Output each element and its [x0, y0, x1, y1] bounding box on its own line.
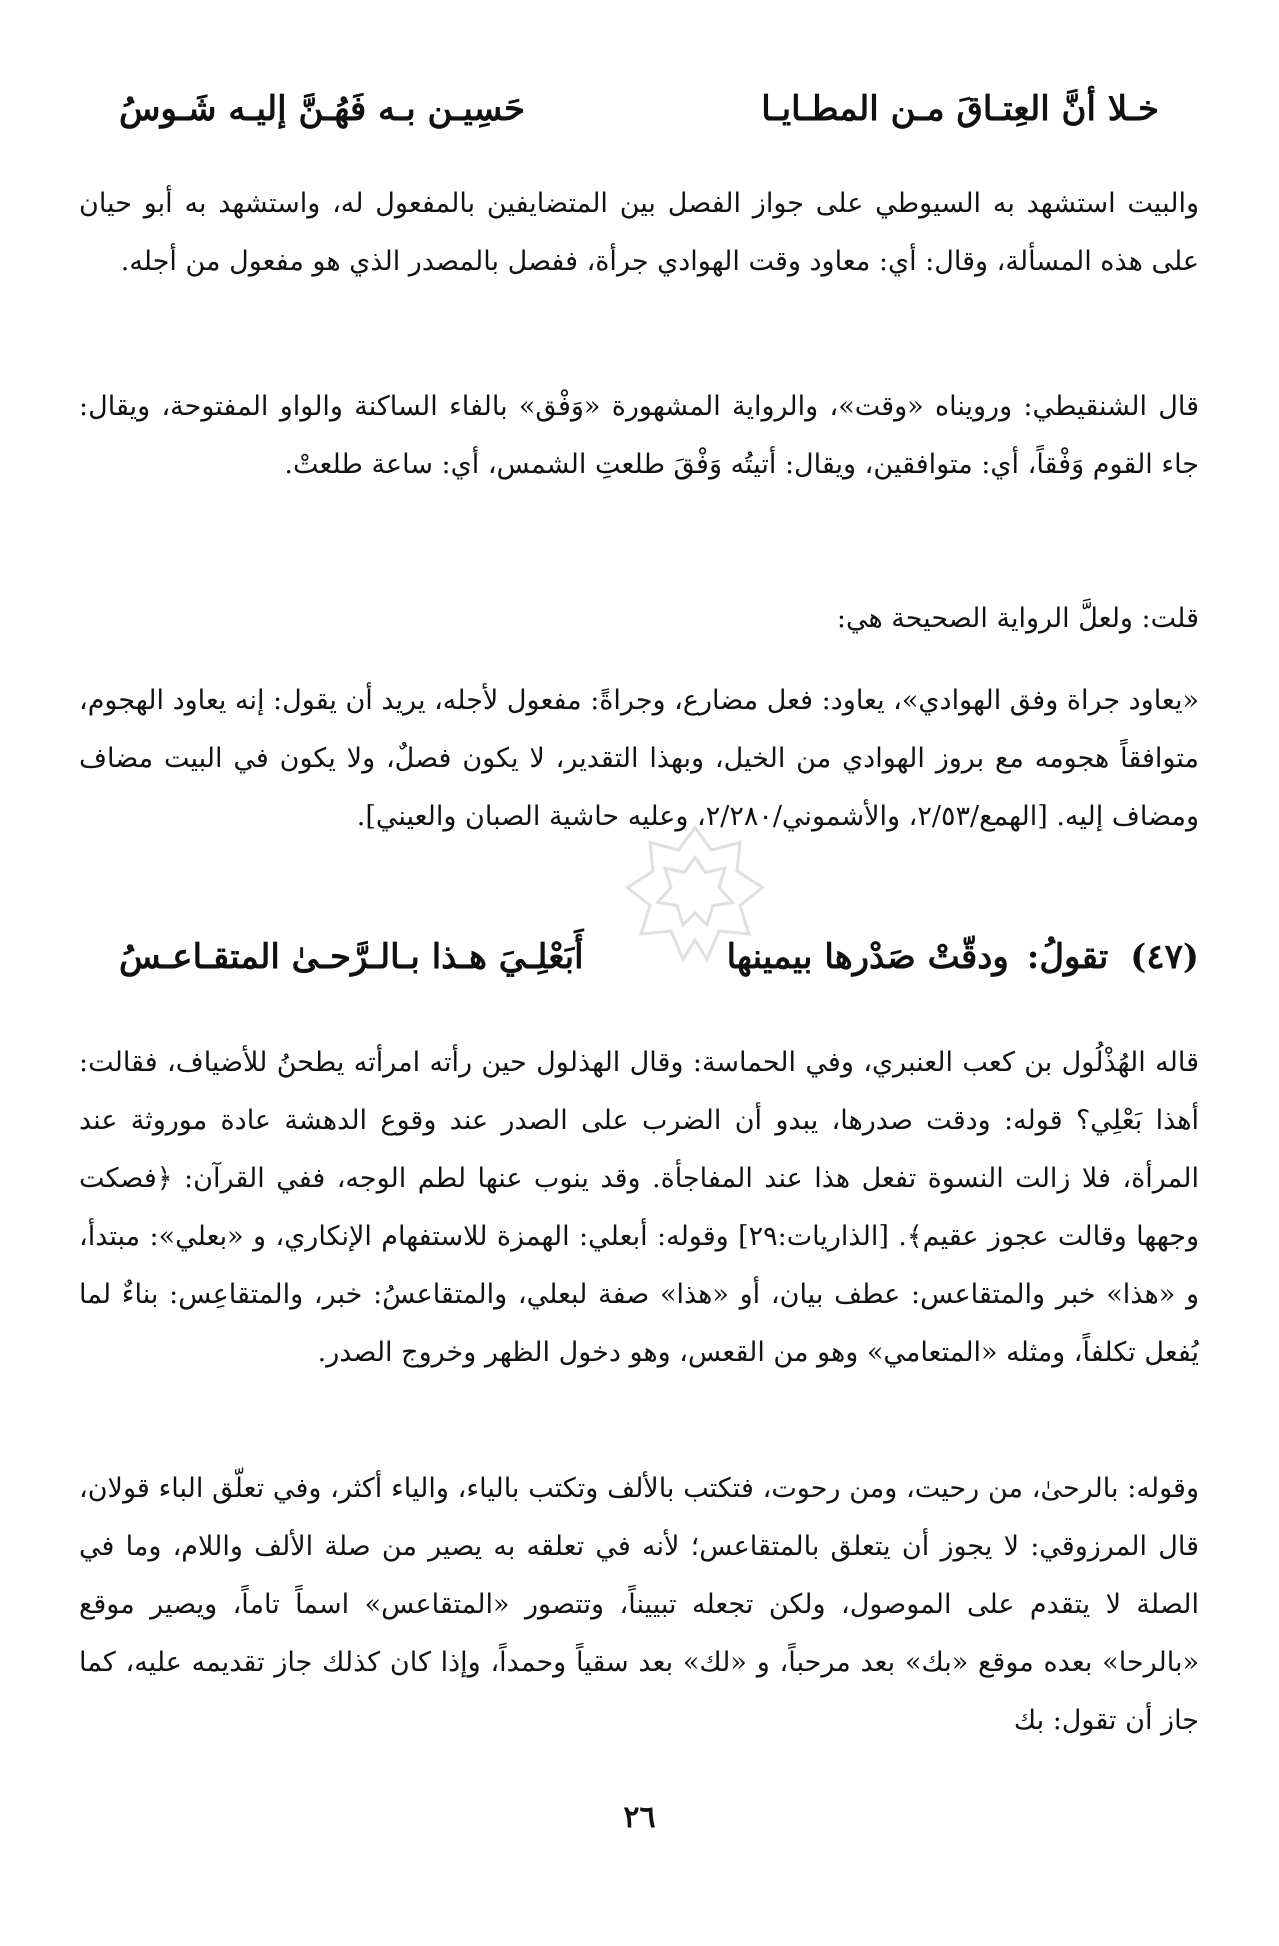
verse-hemistich-right: ودقّتْ صَدْرها بيمينها — [726, 937, 1009, 977]
page-number: ٢٦ — [623, 1800, 656, 1835]
verse-number: (٤٧) — [1130, 937, 1199, 977]
verse-line-47 — [119, 937, 1199, 977]
paragraph-correct-narration: «يعاود جراة وفق الهوادي»، يعاود: فعل مضارع، وجراةً: مفعول لأجله، يريد أن يقول: إنه يعاود الهجوم، متوافقاً هجومه مع بروز الهوادي من الخيل، وبهذا التقدير، لا يكون فصلٌ، ولا يكون في البيت مضاف ومضاف إليه. [الهمع/٢/٥٣، والأشموني/٢/٢٨٠، وعليه حاشية الصبان والعيني]. — [79, 685, 1199, 832]
paragraph-hudhlul: قاله الهُذْلُول بن كعب العنبري، وفي الحماسة: وقال الهذلول حين رأته امرأته يطحنُ للأضياف، فقالت: أهذا بَعْلِي؟ قوله: ودقت صدرها، يبدو أن الضرب على الصدر عند وقوع الدهشة عادة موروثة عند المرأة، فلا زالت النسوة تفعل هذا عند المفاجأة. وقد ينوب عنها لطم الوجه، ففي القرآن: ﴿فصكت وجهها وقالت عجوز عقيم﴾. [الذاريات:٢٩] وقوله: أبعلي: الهمزة للاستفهام الإنكاري، و «بعلي»: مبتدأ، و «هذا» خبر والمتقاعس: عطف بيان، أو «هذا» صفة لبعلي، والمتقاعسُ: خبر، والمتقاعِس: بناءٌ لما يُفعل تكلفاً، ومثله «المتعامي» وهو من القعس، وهو دخول الظهر وخروج الصدر. — [79, 1047, 1199, 1368]
verse-47-lead — [726, 937, 1199, 977]
verse-hemistich-right: خـلا أنَّ العِتـاقَ مـن المطـايـا — [761, 89, 1159, 129]
paragraph-suyuti: والبيت استشهد به السيوطي على جواز الفصل بين المتضايفين بالمفعول له، واستشهد به أبو حيان على هذه المسألة، وقال: أي: معاود وقت الهوادي جرأة، ففصل بالمصدر الذي هو مفعول من أجله. — [79, 188, 1199, 277]
verse-hemistich-left: حَسِيـن بـه فَهُـنَّ إليـه شَـوسُ — [119, 89, 525, 129]
verse-intro: تقولُ: — [1026, 937, 1109, 977]
paragraph-rahaa: وقوله: بالرحىٰ، من رحيت، ومن رحوت، فتكتب بالألف وتكتب بالياء، والياء أكثر، وفي تعلّق الباء قولان، قال المرزوقي: لا يجوز أن يتعلق بالمتقاعس؛ لأنه في تعلقه به يصير من صلة الألف واللام، وما في الصلة لا يتقدم على الموصول، ولكن تجعله تبييناً، وتتصور «المتقاعس» اسماً تاماً، ويصير موقع «بالرحا» بعده موقع «بك» بعد مرحباً، و «لك» بعد سقياً وحمداً، وإذا كان كذلك جاز تقديمه عليه، كما جاز أن تقول: بك — [79, 1473, 1199, 1736]
paragraph-shinqiti: قال الشنقيطي: ورويناه «وقت»، والرواية المشهورة «وَفْق» بالفاء الساكنة والواو المفتوحة، ويقال: جاء القوم وَفْقاً، أي: متوافقين، ويقال: أتيتُه وَفْقَ طلعتِ الشمس، أي: ساعة طلعتْ. — [79, 391, 1199, 480]
verse-line-top — [119, 89, 1159, 129]
paragraph-qultu: قلت: ولعلَّ الرواية الصحيحة هي: — [836, 603, 1199, 634]
verse-hemistich-left: أَبَعْلِـيَ هـذا بـالـرَّحـىٰ المتقـاعـسُ — [119, 937, 584, 977]
